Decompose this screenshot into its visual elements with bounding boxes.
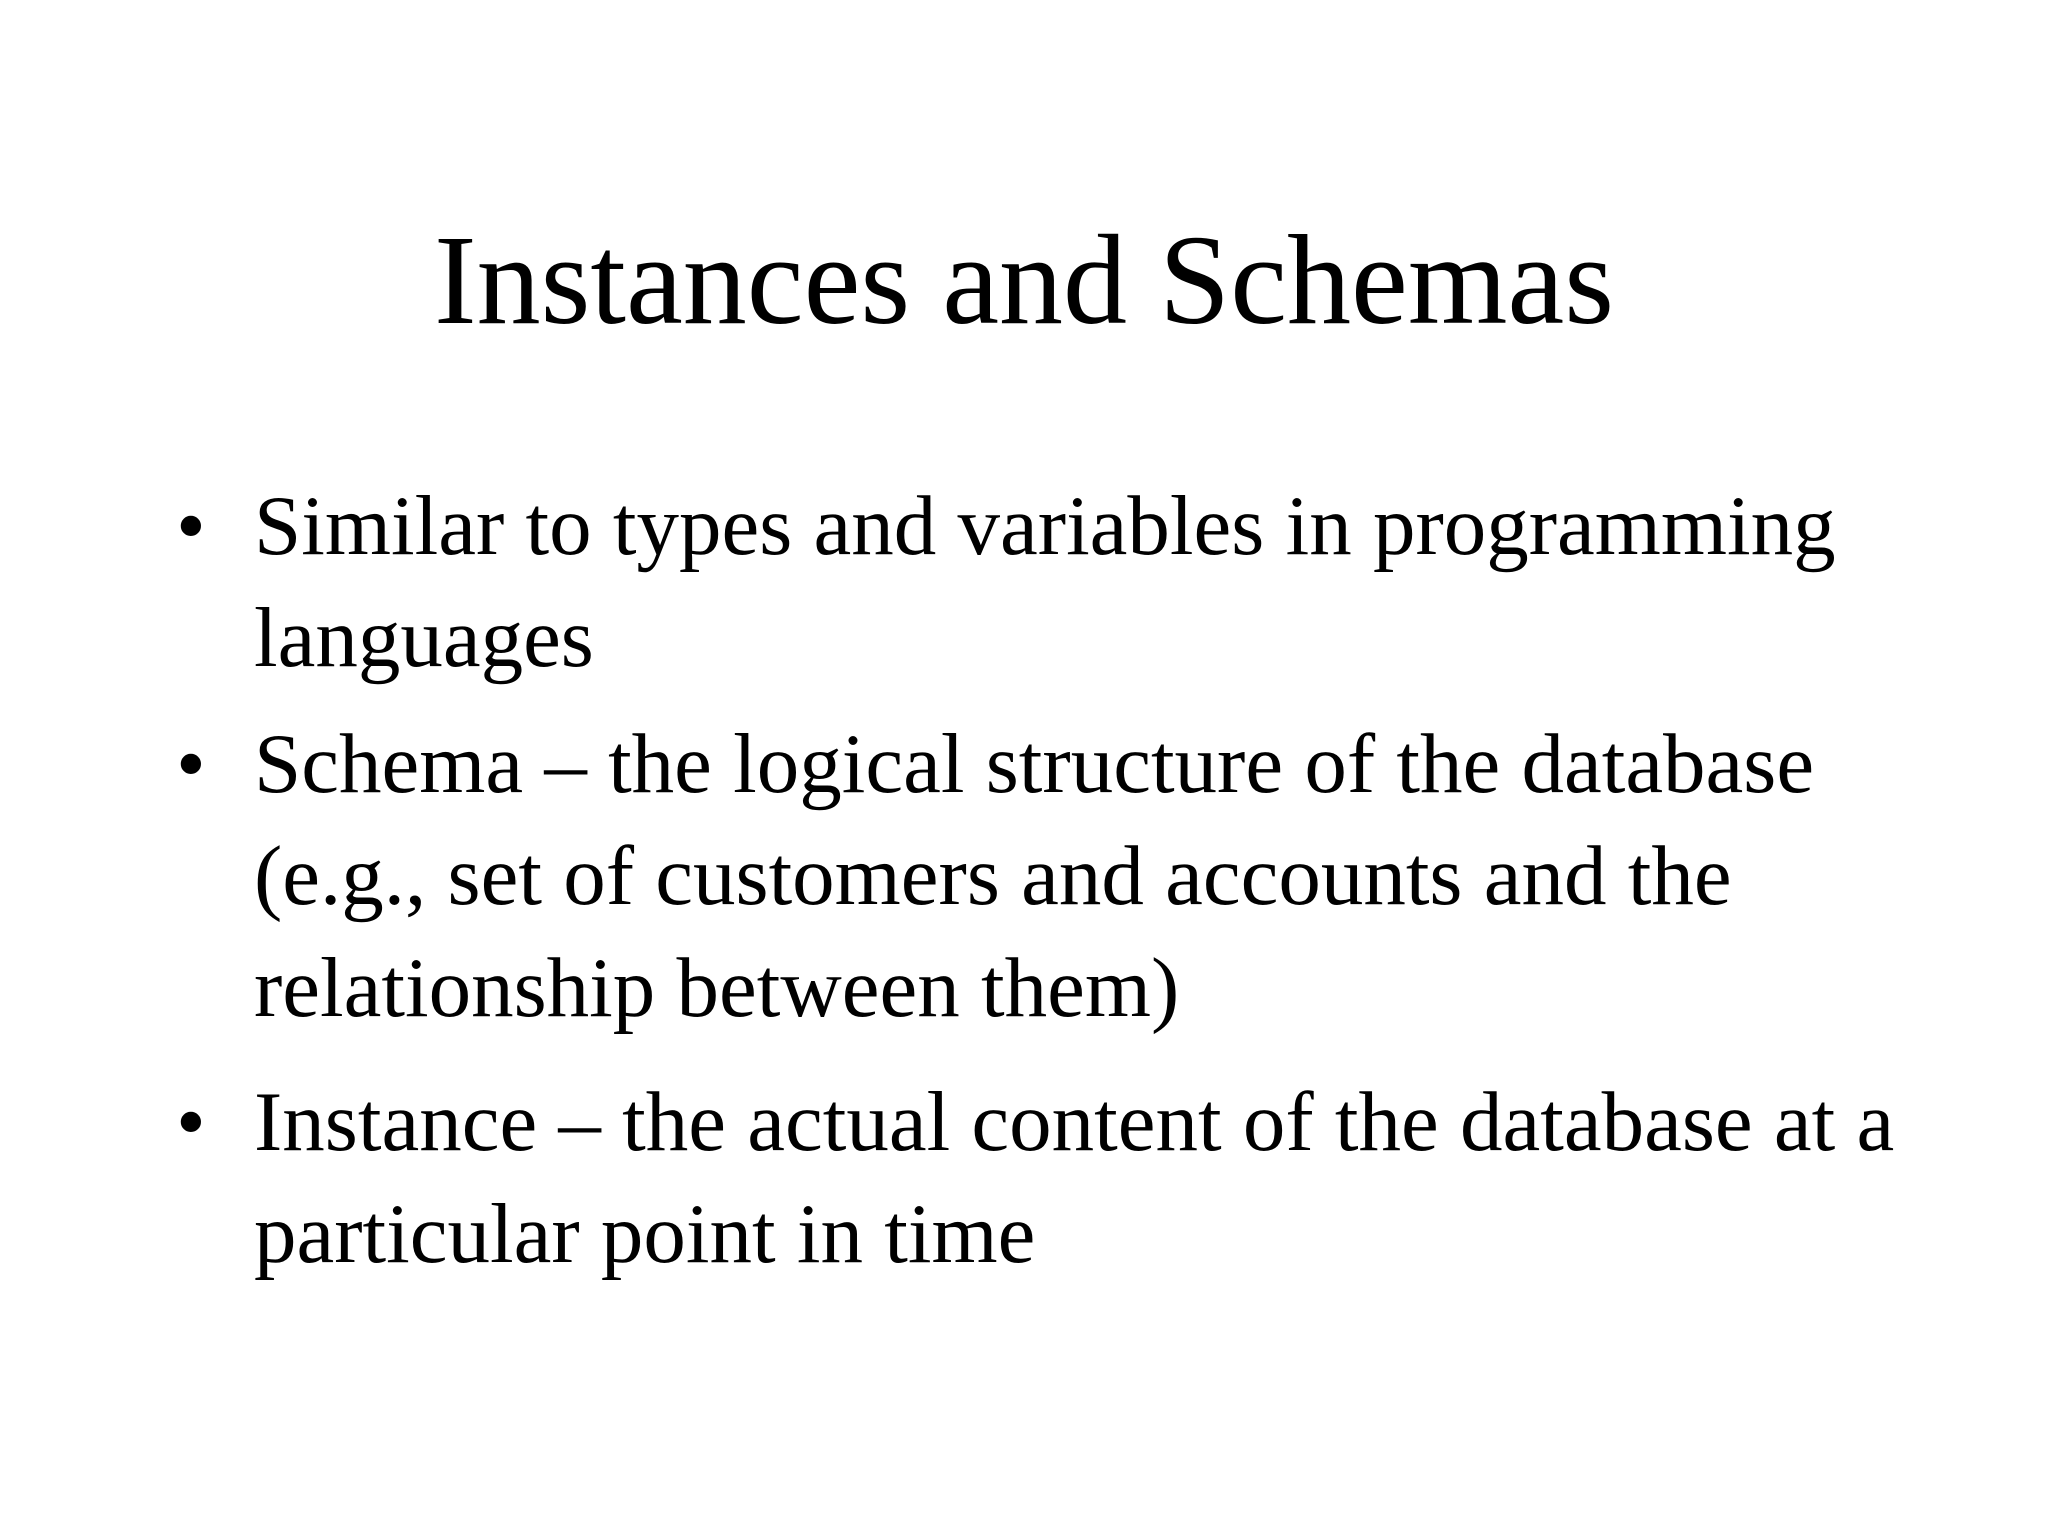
bullet-item — [176, 1066, 1936, 1290]
bullet-text: Schema – the logical structure of the database (e.g., set of customers and accounts and the relationship between them) — [254, 717, 1815, 1035]
bullet-item — [176, 708, 1936, 1044]
bullet-text: Similar to types and variables in programming languages — [254, 479, 1836, 685]
bullet-icon: • — [176, 1075, 206, 1169]
slide-title: Instances and Schemas — [433, 209, 1615, 351]
bullet-item — [176, 470, 1936, 694]
bullet-text: Instance – the actual content of the database at a particular point in time — [254, 1075, 1895, 1281]
bullet-icon: • — [176, 717, 206, 811]
bullet-list — [176, 470, 1936, 1304]
bullet-icon: • — [176, 479, 206, 573]
